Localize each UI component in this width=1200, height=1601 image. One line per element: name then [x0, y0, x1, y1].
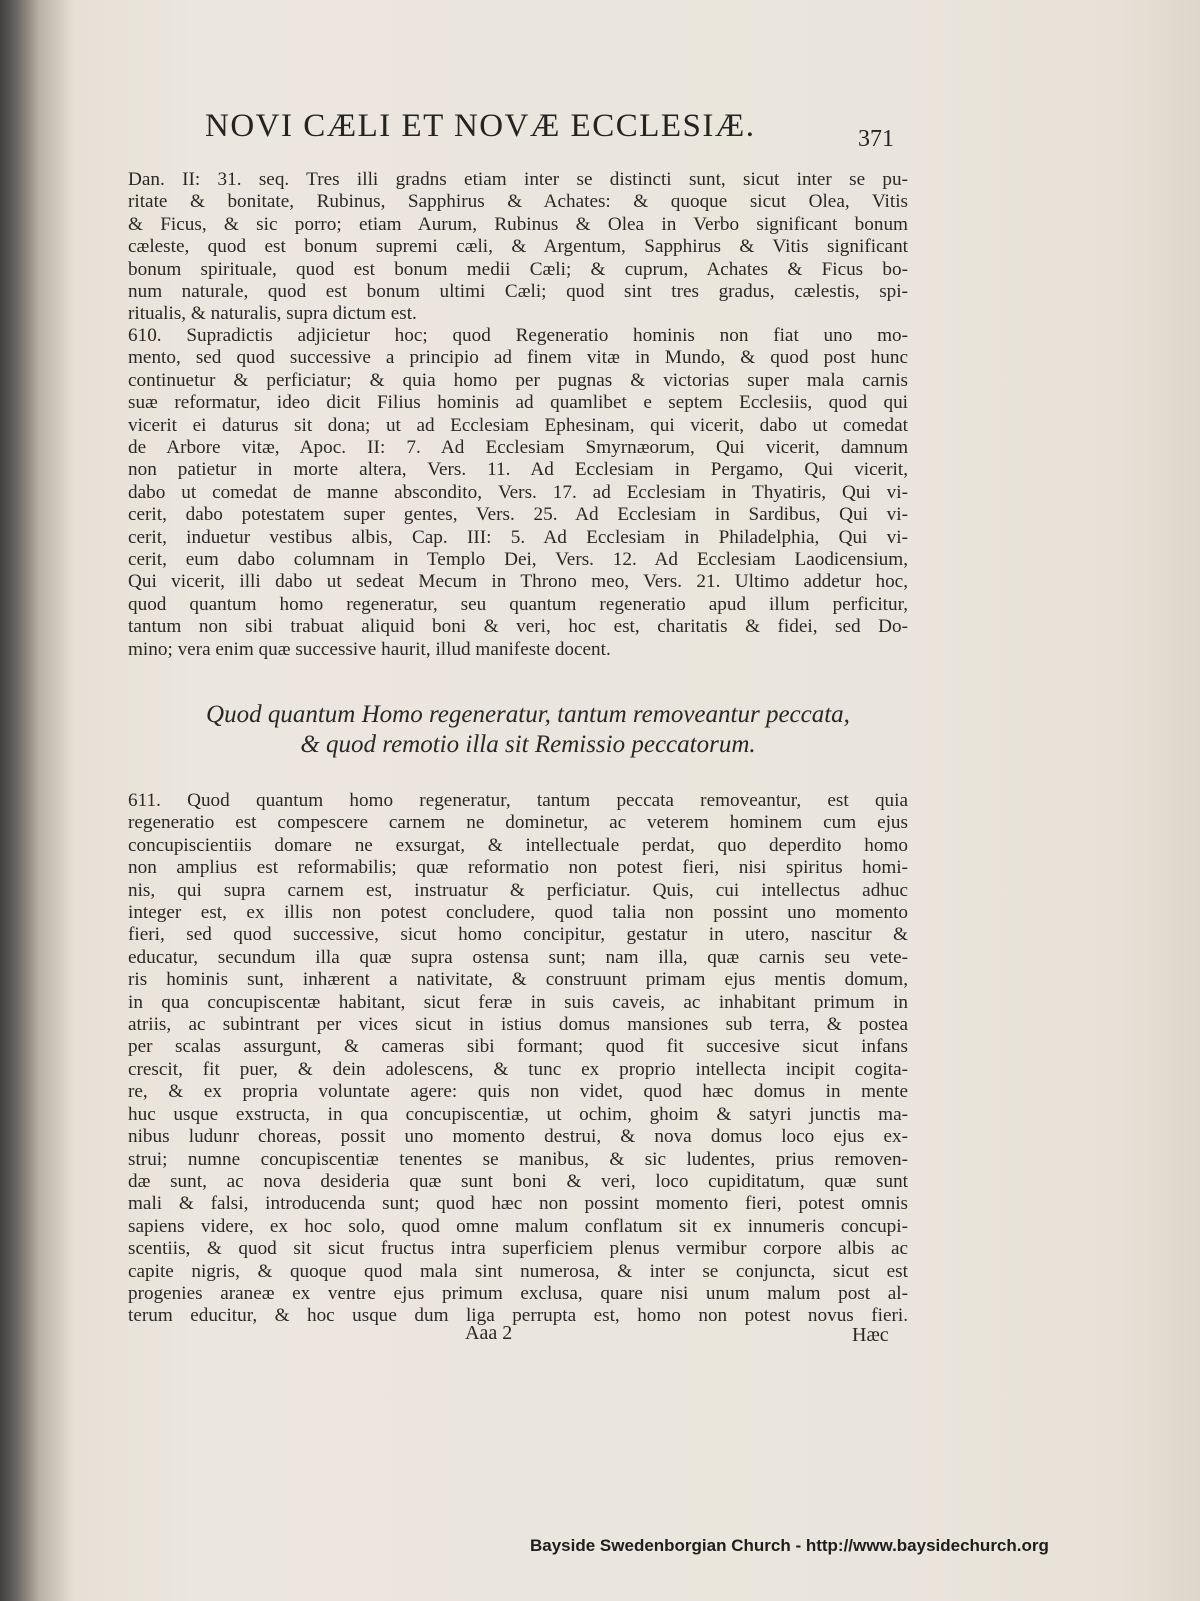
paragraph-continued [128, 169, 908, 326]
paragraph-610 [128, 325, 908, 661]
text-line: cerit, induetur vestibus albis, Cap. III: 5. Ad Ecclesiam in Philadelphia, Qui vi- [128, 526, 908, 548]
text-line: re, & ex propria voluntate agere: quis non videt, quod hæc domus in mente [128, 1081, 908, 1103]
heading-line: Quod quantum Homo regeneratur, tantum removeantur peccata, [206, 701, 850, 728]
text-line: 610. Supradictis adjicietur hoc; quod Regeneratio hominis non fiat uno mo- [128, 325, 908, 346]
paragraph-611 [128, 790, 908, 1328]
catchword: Hæc [852, 1324, 889, 1346]
text-line: bonum spirituale, quod est bonum medii Cæli; & cuprum, Achates & Ficus bo- [128, 258, 908, 280]
text-line: mino; vera enim quæ successive haurit, illud manifeste docent. [128, 638, 611, 660]
signature-mark: Aaa 2 [465, 1322, 513, 1344]
text-line: mali & falsi, introducenda sunt; quod hæc non possint momento fieri, potest omnis [128, 1193, 908, 1215]
text-line: terum educitur, & hoc usque dum liga perrupta est, homo non potest novus fieri. [128, 1305, 908, 1327]
text-line: progenies araneæ ex ventre ejus primum exclusa, quare nisi unum malum post al- [128, 1282, 908, 1304]
text-line: non amplius est reformabilis; quæ reformatio non potest fieri, nisi spiritus homi- [128, 857, 908, 879]
text-line: capite nigris, & quoque quod mala sint numerosa, & inter se conjuncta, sicut est [128, 1260, 908, 1282]
text-line: 611. Quod quantum homo regeneratur, tantum peccata removeantur, est quia [128, 790, 908, 811]
watermark-credit: Bayside Swedenborgian Church - http://www.baysidechurch.org [530, 1536, 1049, 1555]
text-line: Dan. II: 31. seq. Tres illi gradns etiam inter se distincti sunt, sicut inter se pu- [128, 169, 908, 190]
running-header: NOVI CÆLI ET NOVÆ ECCLESIÆ. [205, 108, 756, 144]
text-line: Qui vicerit, illi dabo ut sedeat Mecum in Throno meo, Vers. 21. Ultimo addetur hoc, [128, 571, 908, 593]
text-line: mento, sed quod successive a principio ad finem vitæ in Mundo, & quod post hunc [128, 347, 908, 369]
text-line: cerit, dabo potestatem super gentes, Vers. 25. Ad Ecclesiam in Sardibus, Qui vi- [128, 504, 908, 526]
text-line: suæ reformatur, ideo dicit Filius hominis ad quamlibet e septem Ecclesiis, quod qui [128, 392, 908, 414]
text-line: nis, qui supra carnem est, instruatur & perficiatur. Quis, cui intellectus adhuc [128, 879, 908, 901]
text-line: in qua concupiscentæ habitant, sicut feræ in suis caveis, ac inhabitant primum in [128, 991, 908, 1013]
heading-line: & quod remotio illa sit Remissio peccatorum. [300, 731, 756, 758]
text-line: continuetur & perficiatur; & quia homo per pugnas & victorias super mala carnis [128, 369, 908, 391]
text-line: ritate & bonitate, Rubinus, Sapphirus & Achates: & quoque sicut Olea, Vitis [128, 191, 908, 213]
text-line: ritualis, & naturalis, supra dictum est. [128, 303, 417, 325]
text-line: non patietur in morte altera, Vers. 11. Ad Ecclesiam in Pergamo, Qui vicerit, [128, 459, 908, 481]
text-line: strui; numne concupiscentiæ tenentes se manibus, & sic ludentes, prius removen- [128, 1148, 908, 1170]
text-line: dabo ut comedat de manne absconditо, Vers. 17. ad Ecclesiam in Thyatiris, Qui vi- [128, 481, 908, 503]
page-number: 371 [858, 126, 894, 152]
text-line: cerit, eum dabo columnam in Templo Dei, Vers. 12. Ad Ecclesiam Laodicensium, [128, 549, 908, 571]
text-line: sapiens videre, ex hoc solo, quod omne malum conflatum sit ex innumeris concupi- [128, 1215, 908, 1237]
text-line: integer est, ex illis non potest concludere, quod talia non possint uno momento [128, 902, 908, 924]
text-line: atriis, ac subintrant per vices sicut in istius domus mansiones sub terra, & postea [128, 1014, 908, 1036]
text-line: tantum non sibi trabuat aliquid boni & veri, hoc est, charitatis & fidei, sed Do- [128, 616, 908, 638]
text-line: quod quantum homo regeneratur, seu quantum regeneratio apud illum perficitur, [128, 593, 908, 615]
section-heading [138, 700, 918, 760]
text-line: per scalas assurgunt, & cameras sibi formant; quod fit succesive sicut infans [128, 1036, 908, 1058]
text-line: huc usque exstructa, in qua concupiscentiæ, ut ochim, ghoim & satyri junctis ma- [128, 1103, 908, 1125]
text-line: ris hominis sunt, inhærent a nativitate, & construunt primam ejus mentis domum, [128, 969, 908, 991]
text-line: & Ficus, & sic porro; etiam Aurum, Rubinus & Olea in Verbo significant bonum [128, 213, 908, 235]
text-line: crescit, fit puer, & dein adolescens, & tunc ex proprio intellecta incipit cogita- [128, 1058, 908, 1080]
text-line: vicerit ei daturus sit dona; ut ad Ecclesiam Ephesinam, qui vicerit, dabo ut comedat [128, 414, 908, 436]
text-line: regeneratio est compescere carnem ne dominetur, ac veterem hominem cum ejus [128, 812, 908, 834]
text-line: de Arbore vitæ, Apoc. II: 7. Ad Ecclesiam Smyrnæorum, Qui vicerit, damnum [128, 437, 908, 459]
text-line: dæ sunt, ac nova desideria quæ sunt boni & veri, loco cupiditatum, quæ sunt [128, 1170, 908, 1192]
text-line: scentiis, & quod sit sicut fructus intra superficiem plenus vermibur corpore albis ac [128, 1238, 908, 1260]
text-line: num naturale, quod est bonum ultimi Cæli; quod sint tres gradus, cælestis, spi- [128, 281, 908, 303]
text-line: nibus ludunr choreas, possit uno momento destrui, & nova domus loco ejus ex- [128, 1126, 908, 1148]
text-line: cæleste, quod est bonum supremi cæli, & Argentum, Sapphirus & Vitis significant [128, 236, 908, 258]
text-line: fieri, sed quod successive, sicut homo concipitur, gestatur in utero, nascitur & [128, 924, 908, 946]
text-line: concupiscientiis domare ne exsurgat, & intellectuale perdat, quo deperdito homo [128, 834, 908, 856]
text-line: educatur, secundum illa quæ supra ostensa sunt; nam illa, quæ carnis seu vete- [128, 946, 908, 968]
